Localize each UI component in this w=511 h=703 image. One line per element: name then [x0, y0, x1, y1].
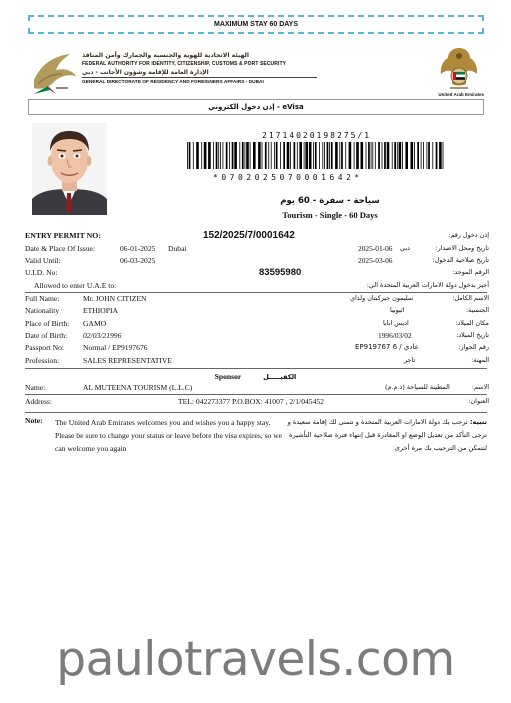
watermark: paulotravels.com: [56, 632, 455, 687]
note-label-ar: تنبيه:: [469, 418, 487, 426]
sponsor-title-en: Sponsor: [214, 372, 242, 381]
falcon-logo-icon: [28, 50, 80, 96]
issue-place-ar: دبي: [400, 244, 410, 252]
nationality-label: Nationality: [25, 306, 60, 315]
profession-value-ar: تاجر: [404, 356, 416, 364]
note-body-ar: ترحب بك دولة الامارات العربية المتحدة و تتمنى لك إقامة سعيدة و ترجى التأكد من تعديل الوضع او المغادرة قبل إنتهاء فترة صلاحية التأشيرة لنتمكن من الترحيب بك مرة أخرى: [287, 418, 487, 452]
full-name-value-ar: سليمون جيركبتان ولداي: [350, 294, 414, 302]
row-birthdate: [0, 331, 511, 343]
note-section: [25, 412, 487, 452]
divider-address: [25, 394, 487, 395]
birthdate-label-ar: تاريخ الميلاد:: [456, 331, 489, 339]
profession-label-ar: المهنة:: [471, 356, 489, 364]
passport-value-ar: عادي / EP919767 6: [355, 343, 419, 351]
max-stay-banner: MAXIMUM STAY 60 DAYS: [28, 15, 484, 34]
uid-number: 83595980: [259, 267, 302, 278]
sponsor-title: [0, 372, 511, 381]
valid-date-ar: 2025-03-06: [358, 256, 393, 265]
row-sponsor-address: [0, 397, 511, 409]
passport-value: Normal / EP9197676: [83, 343, 148, 352]
allowed-en: Allowed to enter U.A.E to:: [34, 281, 117, 290]
row-valid-until: [0, 256, 511, 268]
full-name-label-ar: الاسم الكامل:: [452, 294, 489, 302]
issue-label: Date & Place Of Issue:: [25, 244, 96, 253]
passport-label-ar: رقم الجواز:: [458, 343, 489, 351]
authority-name-ar: الهيئة الاتحادية للهوية والجنسية والجمارك وأمن المنافذ: [82, 52, 249, 59]
note-label: Note:: [25, 416, 43, 425]
header-rule: [82, 77, 317, 78]
birthplace-value-ar: اديس ابابا: [383, 319, 409, 327]
uae-label: United Arab Emirates: [438, 92, 484, 97]
barcode: [187, 142, 446, 169]
sponsor-address-label: Address:: [25, 397, 52, 406]
full-name-label: Full Name:: [25, 294, 60, 303]
sponsor-title-ar: الكفيـــــل: [263, 373, 297, 381]
birthdate-label: Date of Birth:: [25, 331, 68, 340]
document-header: [28, 44, 484, 100]
barcode-bottom-number: *0702025070001642*: [213, 173, 363, 182]
sponsor-name-label-ar: الاسم:: [471, 383, 489, 391]
barcode-top-number: 21714020198275/1: [262, 131, 372, 140]
uae-emblem-icon: [438, 44, 480, 92]
divider-sponsor: [25, 368, 487, 369]
profession-value: SALES REPRESENTATIVE: [83, 356, 173, 365]
note-text-ar: [282, 416, 487, 455]
row-profession: [0, 356, 511, 368]
valid-label: Valid Until:: [25, 256, 61, 265]
birthdate-value: 02/03/21996: [83, 331, 122, 340]
profession-label: Profession:: [25, 356, 60, 365]
sponsor-address-label-ar: العنوان:: [468, 397, 489, 405]
visa-type-en: Tourism - Single - 60 Days: [282, 210, 378, 220]
row-nationality: [0, 306, 511, 318]
sponsor-name-value: AL MUTEENA TOURISM (L.L.C): [83, 383, 193, 392]
applicant-photo: [32, 123, 107, 215]
permit-label-ar: إذن دخول رقم:: [448, 231, 489, 239]
directorate-name-ar: الإدارة العامة للإقامة وشؤون الأجانب - دبي: [82, 69, 209, 76]
divider-top: [25, 292, 487, 293]
nationality-value: ETHIOPIA: [83, 306, 119, 315]
visa-type-ar: سياحة - سفرة - 60 يوم: [280, 196, 380, 206]
birthplace-value: GAMO: [83, 319, 107, 328]
row-uid: [0, 268, 511, 280]
full-name-value: Mr. JOHN CITIZEN: [83, 294, 147, 303]
row-issue: [0, 244, 511, 256]
row-permit-no: [0, 231, 511, 243]
issue-place: Dubai: [168, 244, 187, 253]
uid-label-ar: الرقم الموحد:: [452, 268, 489, 276]
birthdate-value-ar: 1996/03/02: [378, 331, 412, 340]
row-full-name: [0, 294, 511, 306]
directorate-name-en: GENERAL DIRECTORATE OF RESIDENCY AND FOREIGNERS AFFAIRS - DUBAI: [82, 80, 264, 85]
valid-label-ar: تاريخ صلاحية الدخول:: [432, 256, 489, 264]
evisa-title: إذن دخول الكتروني - eVisa: [28, 99, 484, 115]
issue-label-ar: تاريخ ومحل الاصدار:: [435, 244, 489, 252]
allowed-ar: أجيز بدخول دولة الامارات العربية المتحدة الي:: [366, 281, 489, 289]
passport-label: Passport No:: [25, 343, 65, 352]
nationality-value-ar: اثيوبيا: [390, 306, 405, 314]
valid-date: 06-03-2025: [120, 256, 156, 265]
authority-name-en: FEDERAL AUTHORITY FOR IDENTITY, CITIZENSHIP, CUSTOMS & PORT SECURITY: [82, 61, 287, 67]
sponsor-address-value: TEL: 042273377 P.O.BOX: 41007 , 2/1/045452: [178, 397, 324, 406]
uid-label: U.I.D. No:: [25, 268, 58, 277]
row-birthplace: [0, 319, 511, 331]
issue-date: 06-01-2025: [120, 244, 156, 253]
permit-number: 152/2025/7/0001642: [203, 230, 295, 241]
nationality-label-ar: الجنسية:: [466, 306, 489, 314]
note-text-en: The United Arab Emirates welcomes you and wishes you a happy stay. Please be sure to change your status or leave before the visa expires, so we can welcome you again: [55, 418, 283, 453]
issue-date-ar: 2025-01-06: [358, 244, 393, 253]
row-passport: [0, 343, 511, 355]
authority-names: [82, 52, 322, 85]
sponsor-name-label: Name:: [25, 383, 46, 392]
birthplace-label-ar: مكان الميلاد:: [455, 319, 489, 327]
sponsor-name-value-ar: المطينة للسياحة (ذ.م.م): [385, 383, 450, 391]
permit-label: ENTRY PERMIT NO:: [25, 231, 101, 240]
birthplace-label: Place of Birth:: [25, 319, 70, 328]
